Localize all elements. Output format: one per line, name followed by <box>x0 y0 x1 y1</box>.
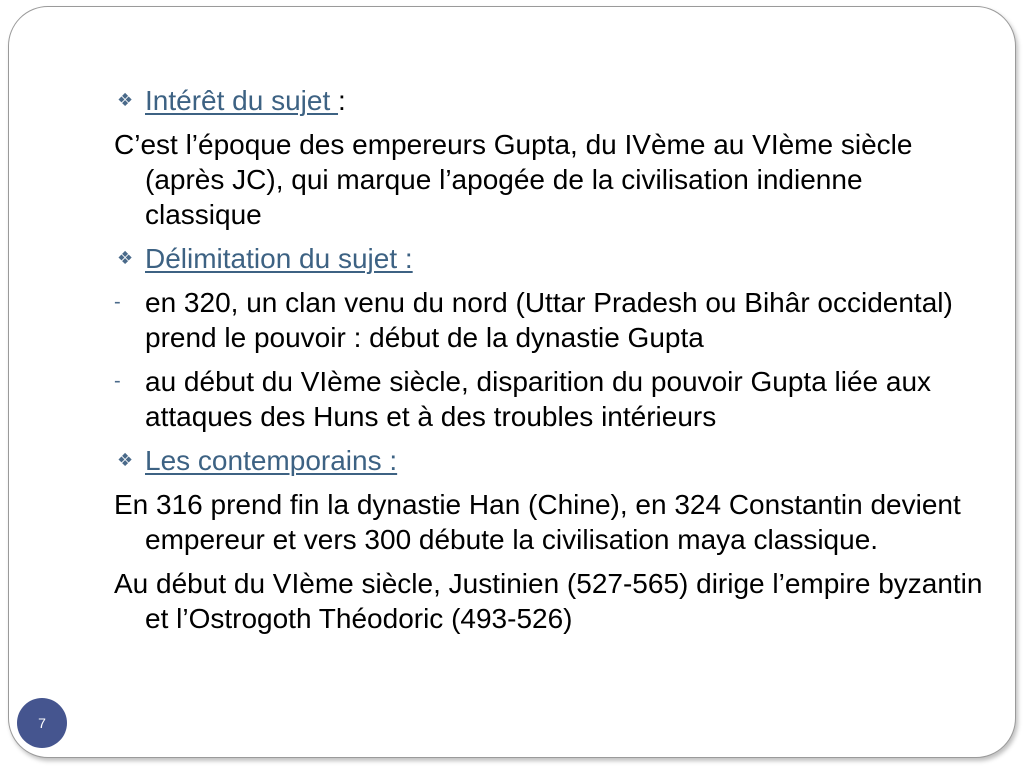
list-item-text: au début du VIème siècle, disparition du pouvoir Gupta liée aux attaques des Huns et à des troubles intérieurs <box>145 366 932 432</box>
heading-text: Intérêt du sujet <box>145 85 339 116</box>
diamond-bullet-icon: ❖ <box>117 90 134 111</box>
heading-delimitation <box>114 241 984 276</box>
heading-colon: : <box>338 85 346 116</box>
page-number-badge: 7 <box>17 698 67 748</box>
paragraph-han: En 316 prend fin la dynastie Han (Chine), en 324 Constantin devient empereur et vers 300 débute la civilisation maya classique. <box>114 489 961 555</box>
heading-text: Les contemporains : <box>145 445 398 476</box>
diamond-bullet-icon: ❖ <box>117 248 134 269</box>
heading-text: Délimitation du sujet : <box>145 243 413 274</box>
paragraph-epoque: C’est l’époque des empereurs Gupta, du IVème au VIème siècle (après JC), qui marque l’apogée de la civilisation indienne classique <box>114 129 913 230</box>
dash-bullet-icon: - <box>114 370 121 392</box>
paragraph-justinien: Au début du VIème siècle, Justinien (527-565) dirige l’empire byzantin et l’Ostrogoth Théodoric (493-526) <box>114 568 983 634</box>
heading-interet <box>114 83 984 118</box>
list-item-320 <box>114 285 984 355</box>
diamond-bullet-icon: ❖ <box>117 450 134 471</box>
slide-body <box>114 83 984 645</box>
list-item-text: en 320, un clan venu du nord (Uttar Pradesh ou Bihâr occidental) prend le pouvoir : début de la dynastie Gupta <box>145 287 953 353</box>
dash-bullet-icon: - <box>114 291 121 313</box>
heading-contemporains <box>114 443 984 478</box>
list-item-vieme <box>114 364 984 434</box>
